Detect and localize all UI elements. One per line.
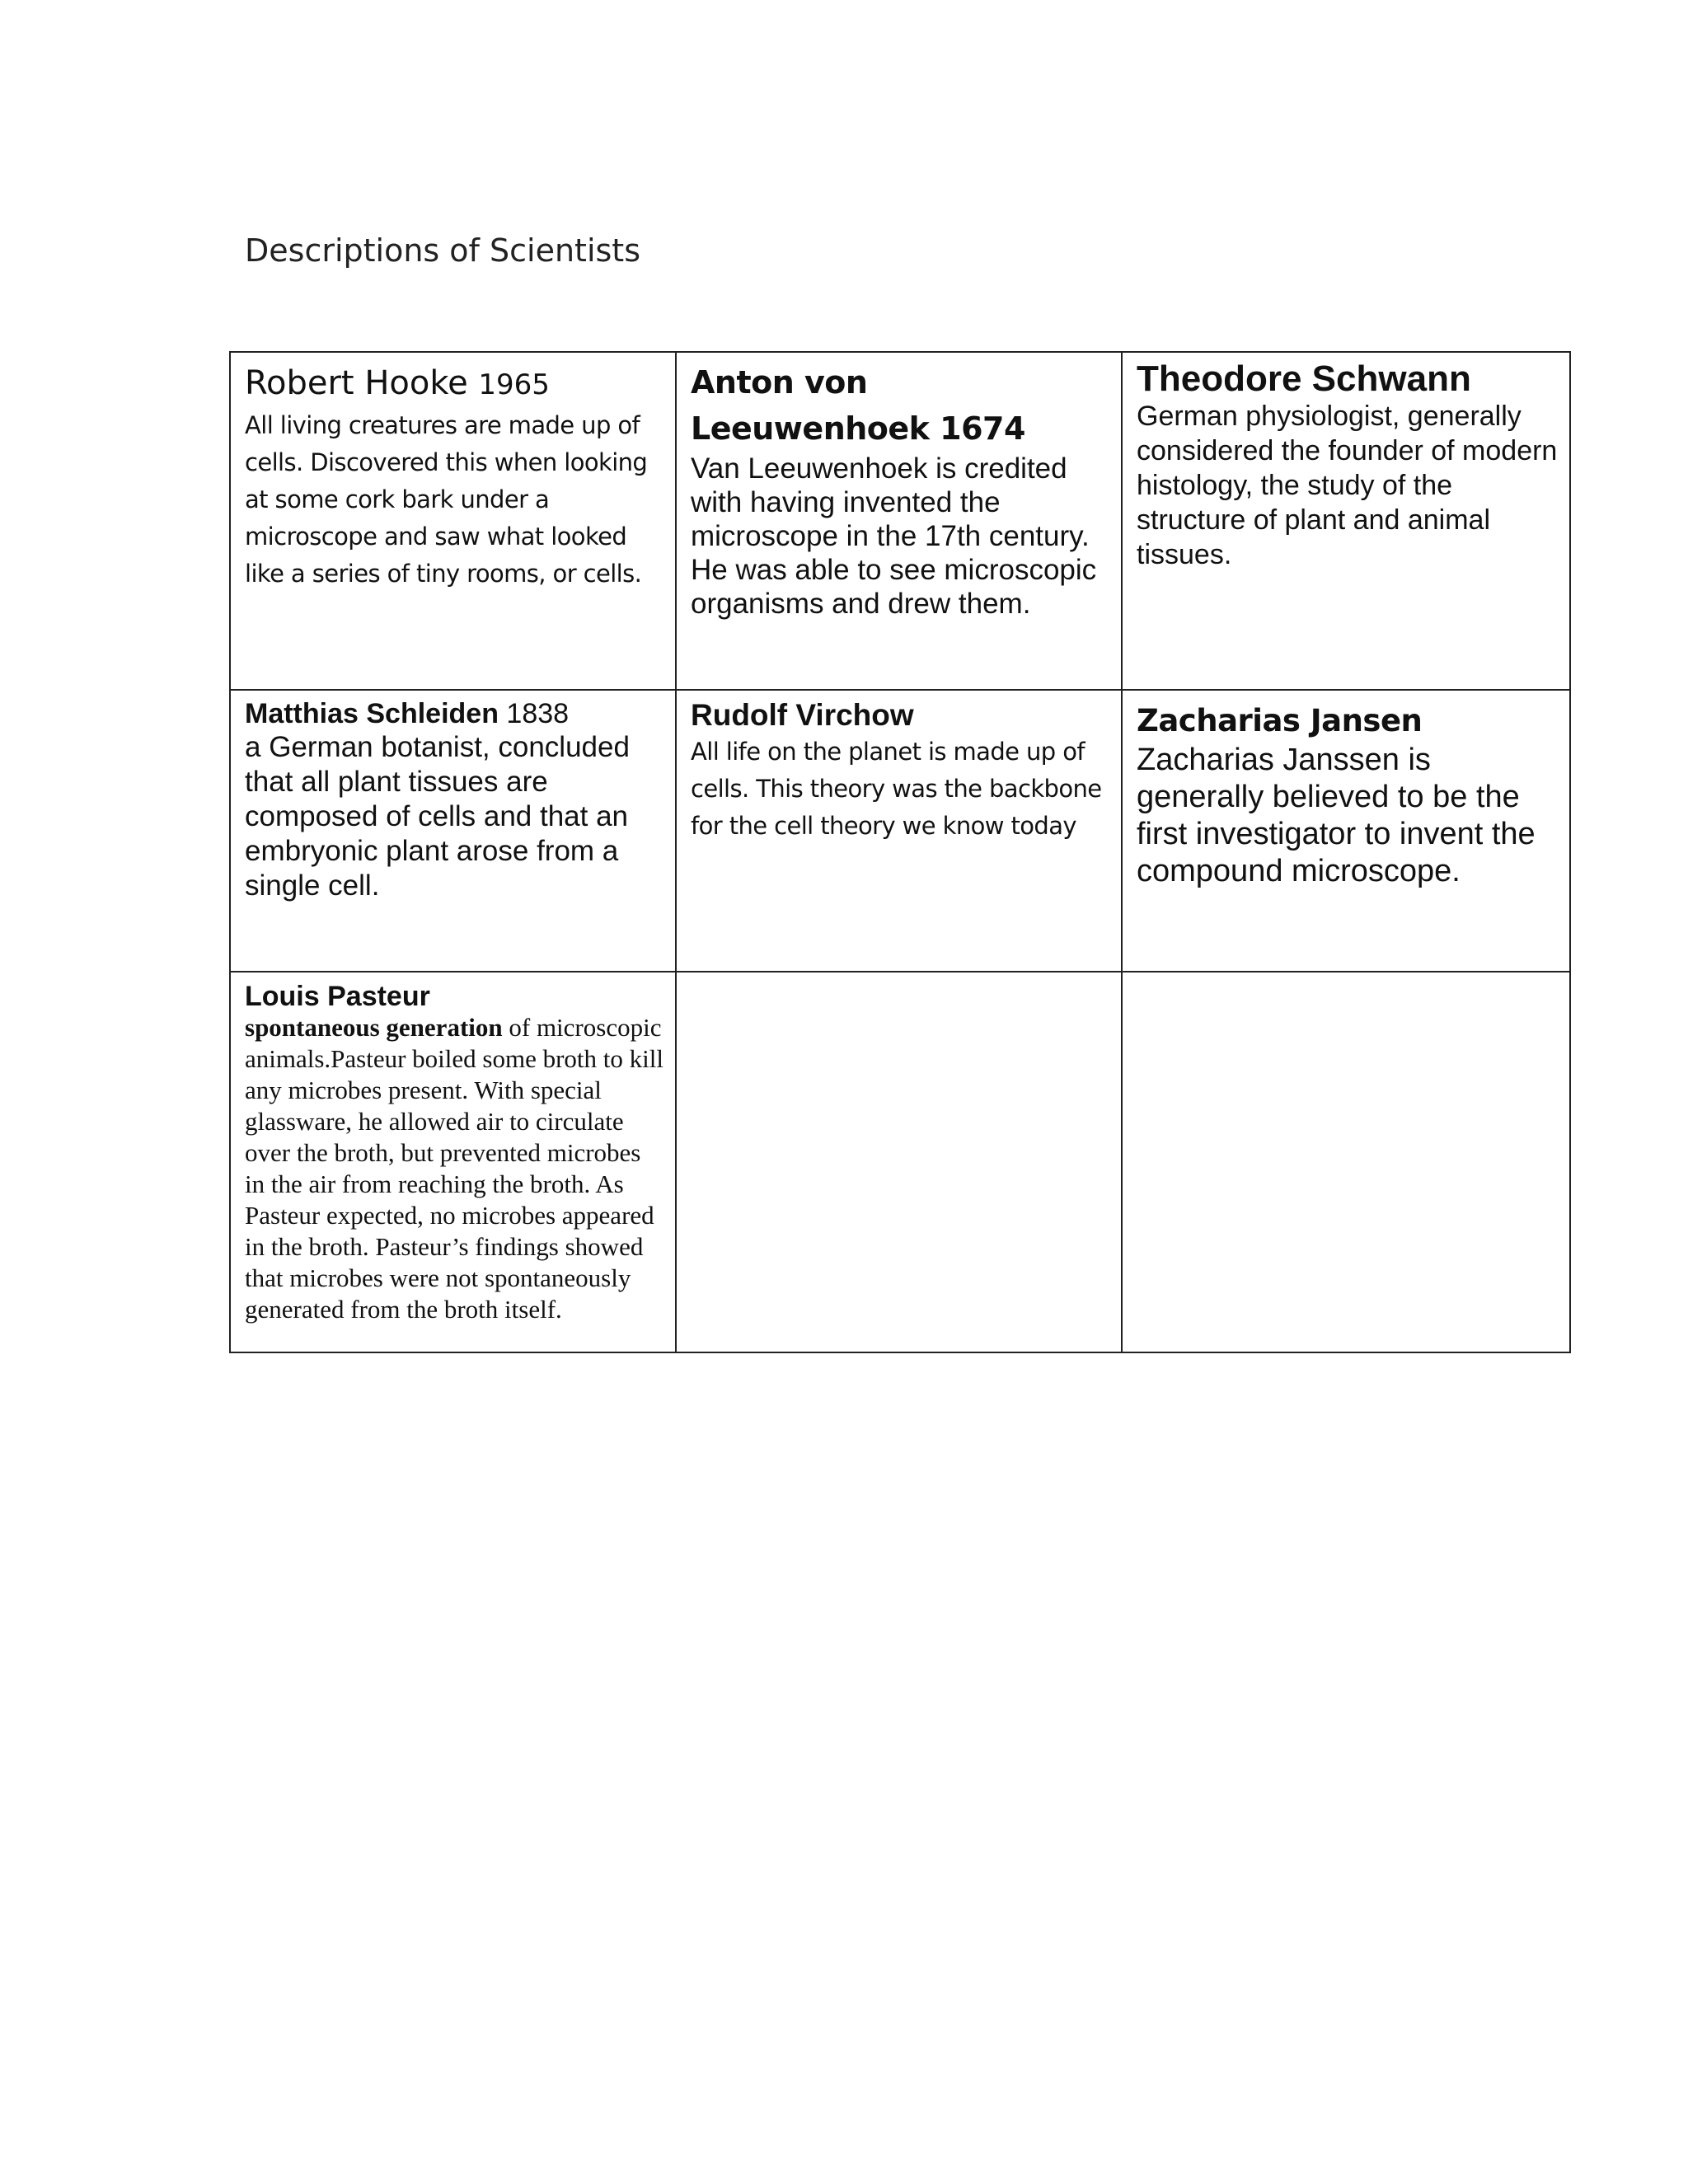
scientist-description: German physiologist, generally considered the founder of modern histology, the study of the structure of plant and animal tissues. bbox=[1137, 401, 1558, 570]
scientist-name: Louis Pasteur bbox=[245, 981, 430, 1012]
empty-cell bbox=[1122, 972, 1570, 1352]
scientist-description-text: of microscopic animals.Pasteur boiled some broth to kill any microbes present. With special glassware, he allowed air to circulate over the broth, but prevented microbes in the air from reaching the broth. As Pasteur expected, no microbes appeared in the broth. Pasteur’s findings showed that microbes were not spontaneously generated from the broth itself. bbox=[245, 1013, 663, 1324]
table-row bbox=[230, 352, 1570, 690]
scientist-description: All living creatures are made up of cells. Discovered this when looking at some cork bark under a microscope and saw what looked like a series of tiny rooms, or cells. bbox=[245, 411, 648, 588]
cell-louis-pasteur bbox=[230, 972, 676, 1352]
scientist-description bbox=[245, 1012, 663, 1325]
empty-cell bbox=[676, 972, 1122, 1352]
scientist-year: 1838 bbox=[506, 698, 570, 729]
scientist-description: All life on the planet is made up of cells. This theory was the backbone for the cell theory we know today bbox=[691, 738, 1102, 840]
cell-robert-hooke bbox=[230, 352, 676, 690]
scientist-name-text: Matthias Schleiden bbox=[245, 698, 499, 729]
cell-matthias-schleiden bbox=[230, 690, 676, 972]
table-row bbox=[230, 690, 1570, 972]
scientist-name-text: Robert Hooke bbox=[245, 364, 468, 402]
scientist-description: Van Leeuwenhoek is credited with having invented the microscope in the 17th century. He was able to see microscopic organisms and drew them. bbox=[691, 452, 1097, 620]
scientist-name: Anton von Leeuwenhoek 1674 bbox=[691, 364, 1025, 447]
scientist-name bbox=[245, 697, 663, 730]
table-row bbox=[230, 972, 1570, 1352]
scientist-name: Zacharias Jansen bbox=[1137, 703, 1423, 738]
page-title: Descriptions of Scientists bbox=[245, 232, 640, 269]
scientist-name bbox=[245, 361, 663, 407]
cell-theodore-schwann bbox=[1122, 352, 1570, 690]
cell-zacharias-jansen bbox=[1122, 690, 1570, 972]
cell-anton-von-leeuwenhoek bbox=[676, 352, 1122, 690]
scientist-description: Zacharias Janssen is generally believed to be the first investigator to invent the compound microscope. bbox=[1137, 743, 1536, 888]
scientist-name: Theodore Schwann bbox=[1137, 359, 1471, 399]
scientists-table bbox=[229, 351, 1571, 1353]
scientist-description: a German botanist, concluded that all plant tissues are composed of cells and that an embryonic plant arose from a single cell. bbox=[245, 731, 630, 902]
cell-rudolf-virchow bbox=[676, 690, 1122, 972]
scientist-year: 1965 bbox=[478, 368, 550, 401]
scientist-description-bold: spontaneous generation bbox=[245, 1013, 503, 1042]
scientist-name: Rudolf Virchow bbox=[691, 698, 914, 732]
